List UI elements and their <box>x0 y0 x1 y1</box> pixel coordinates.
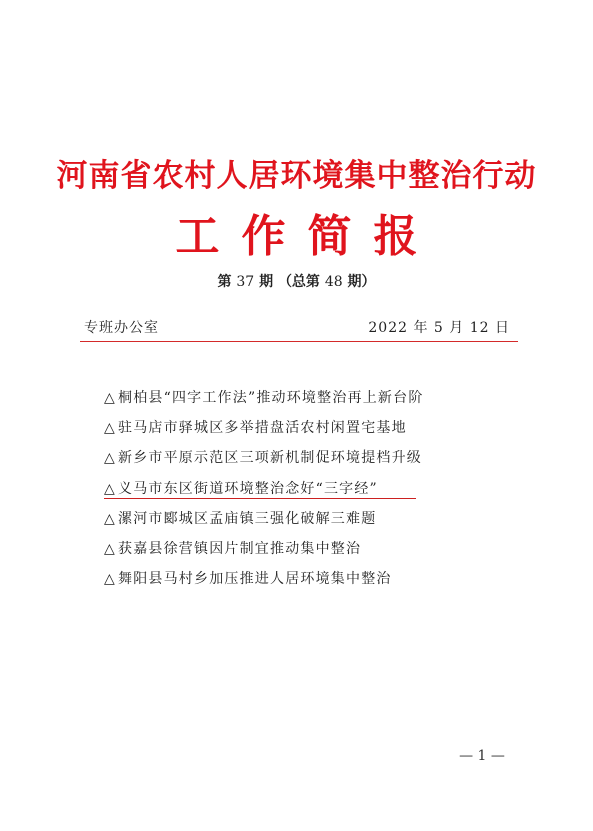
page-number: — 1 — <box>459 748 505 764</box>
issuing-office: 专班办公室 <box>84 320 159 336</box>
contents-item <box>104 387 524 417</box>
issue-number <box>0 271 593 291</box>
contents-item-text: 新乡市平原示范区三项新机制促环境提档升级 <box>118 450 422 467</box>
issue-total-open: （总第 <box>277 274 320 290</box>
contents-item-text: 漯河市郾城区孟庙镇三强化破解三难题 <box>118 510 377 527</box>
organization-title: 河南省农村人居环境集中整治行动 <box>56 158 537 194</box>
issue-total-number: 48 <box>324 274 343 290</box>
contents-item <box>104 478 524 508</box>
contents-list <box>104 387 524 598</box>
contents-item <box>104 538 524 568</box>
contents-item <box>104 417 524 447</box>
triangle-icon: △ <box>104 480 116 497</box>
contents-item-text: 义马市东区街道环境整治念好“三字经” <box>118 480 378 497</box>
contents-item <box>104 508 524 538</box>
contents-item-text: 驻马店市驿城区多举措盘活农村闲置宅基地 <box>118 420 407 437</box>
red-underline <box>104 498 416 499</box>
contents-item-text: 桐柏县“四字工作法”推动环境整治再上新台阶 <box>118 390 424 406</box>
red-divider <box>80 341 518 342</box>
issue-prefix: 第 <box>217 274 232 290</box>
triangle-icon: △ <box>104 540 116 557</box>
contents-item <box>104 447 524 477</box>
issue-suffix: 期 <box>259 274 274 290</box>
issuer-line <box>84 317 510 339</box>
issue-number-value: 37 <box>236 274 255 290</box>
triangle-icon: △ <box>104 510 116 527</box>
contents-item-text: 获嘉县徐营镇因片制宜推动集中整治 <box>118 540 362 557</box>
triangle-icon: △ <box>104 571 116 588</box>
triangle-icon: △ <box>104 450 116 467</box>
bulletin-title: 工作简报 <box>175 211 440 262</box>
triangle-icon: △ <box>104 420 116 437</box>
contents-item <box>104 568 524 598</box>
issue-total-close: 期） <box>347 274 376 290</box>
contents-item-text: 舞阳县马村乡加压推进人居环境集中整治 <box>118 571 392 588</box>
triangle-icon: △ <box>104 390 116 406</box>
issue-date: 2022 年 5 月 12 日 <box>368 320 510 336</box>
